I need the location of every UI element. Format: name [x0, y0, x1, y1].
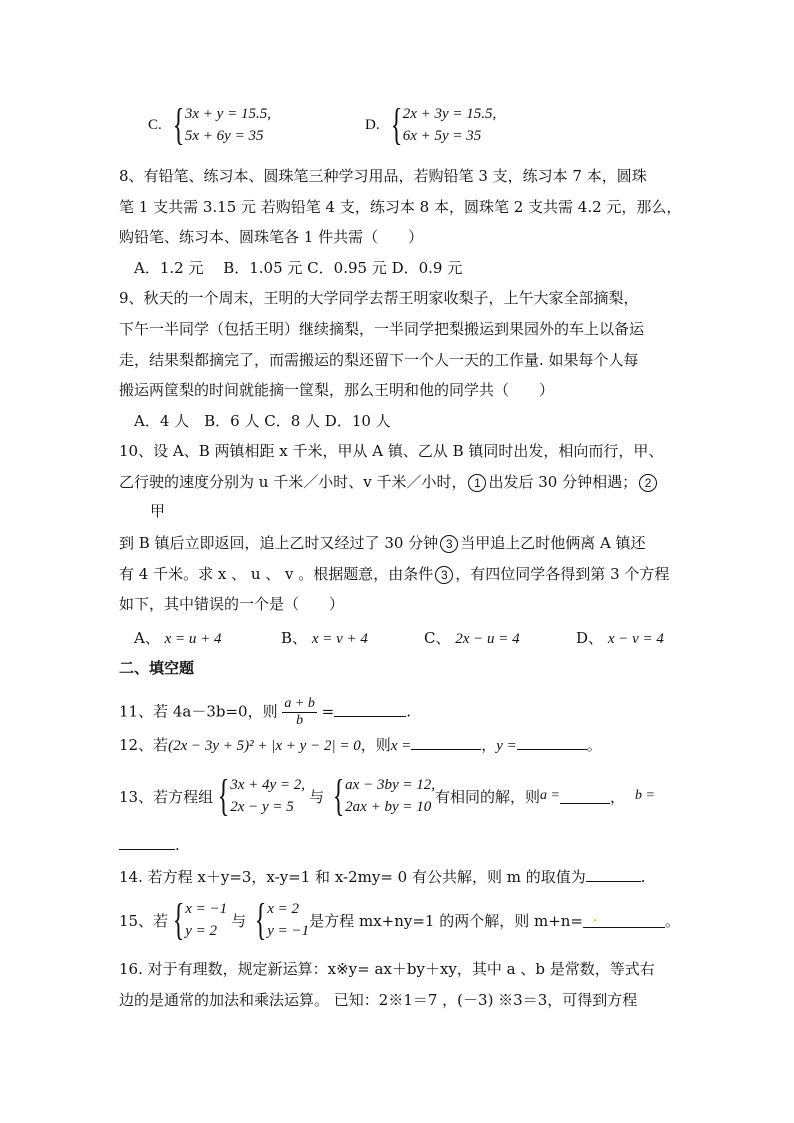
q10-line-3: 甲: [150, 502, 166, 520]
q7-option-d: [365, 100, 497, 149]
q10-line-5a: 有 4 千米。求 x 、 u 、 v 。根据题意，由条件: [119, 565, 434, 583]
q11-denominator: b: [296, 713, 304, 728]
q15-mid: 与: [231, 911, 247, 930]
brace-icon: {: [390, 100, 402, 149]
q15-s2-eq2: y = −1: [267, 923, 310, 939]
q13-line: [119, 771, 655, 820]
brace-icon: {: [217, 771, 230, 820]
q7-c-eq1: 3x + y = 15.5,: [184, 106, 271, 122]
circled-number-3: 3: [440, 535, 458, 553]
q10-line-1: 10、设 A、B 两镇相距 x 千米，甲从 A 镇、乙从 B 镇同时出发，相向而行，甲、: [119, 442, 664, 460]
q10-line-2b: 出发后 30 分钟相遇；: [488, 473, 638, 491]
q11-numerator: a + b: [284, 696, 315, 711]
q10-line-2: [119, 471, 659, 493]
q11-end: .: [406, 702, 411, 721]
q12-y-blank[interactable]: [517, 735, 587, 750]
q9-line-1: 9、秋天的一个周末，王明的大学同学去帮王明家收梨子，上午大家全部摘梨，: [119, 289, 639, 307]
brace-icon: {: [332, 771, 345, 820]
q9-line-2: 下午一半同学（包括王明）继续摘梨，一半同学把梨搬运到果园外的车上以备运: [119, 320, 645, 338]
q10-option-a: [134, 627, 222, 650]
q10-line-4: [119, 532, 646, 554]
q15-prefix: 15、若: [119, 911, 169, 930]
q16-line-1: 16. 对于有理数，规定新运算：x※y= ax＋by＋xy，其中 a 、b 是常数，等式右: [119, 960, 655, 978]
q12-end: 。: [586, 736, 602, 754]
q9-line-4: 搬运两筐梨的时间就能摘一筐梨，那么王明和他的同学共（ ）: [119, 381, 555, 399]
q12-prefix: 12、若: [119, 736, 169, 754]
q16-line-2: 边的是通常的加法和乘法运算。 已知：2※1＝7 ，(－3) ※3＝3，可得到方程: [119, 991, 638, 1009]
q15-orange-dot: .: [593, 908, 598, 925]
q12-mid1: ，则: [360, 736, 391, 754]
q14-answer-blank[interactable]: [586, 867, 641, 882]
q13-b-label: b =: [634, 788, 655, 803]
q11-line: [119, 696, 411, 729]
q13-mid2: 有相同的解，则: [434, 787, 540, 806]
q10-opt-b-label: B、: [281, 629, 308, 647]
q14-end: .: [640, 868, 646, 886]
q10-opt-a-eq: x = u + 4: [164, 631, 222, 647]
q10-line-4a: 到 B 镇后立即返回，追上乙时又经过了 30 分钟: [119, 534, 439, 552]
q8-options: A．1.2 元 B．1.05 元 C．0.95 元 D．0.9 元: [134, 259, 463, 277]
q13-b-blank[interactable]: [119, 835, 175, 850]
q7-c-label: C.: [148, 116, 162, 133]
q15-s1-eq1: x = −1: [185, 901, 228, 917]
q7-d-label: D.: [365, 116, 380, 133]
q10-opt-a-label: A、: [134, 629, 160, 647]
q15-system-2: [267, 898, 309, 942]
q12-mid2: ，: [481, 736, 497, 754]
q10-line-5: [119, 563, 669, 585]
q15-line: [119, 895, 681, 944]
q10-line-6: 如下，其中错误的一个是（ ）: [119, 595, 345, 613]
q7-d-system: [403, 103, 497, 147]
q13-a-label: a =: [540, 788, 560, 803]
brace-icon: {: [172, 895, 185, 944]
q13-s1-eq2: 2x − y = 5: [230, 799, 294, 815]
q13-mid: 与: [309, 787, 325, 806]
q10-opt-c-eq: 2x − u = 4: [455, 631, 520, 647]
q7-c-eq2: 5x + 6y = 35: [184, 128, 264, 144]
q14-line: [119, 866, 646, 888]
q11-answer-blank[interactable]: [334, 702, 406, 717]
q10-line-2a: 乙行驶的速度分别为 u 千米／小时、v 千米／小时，: [119, 473, 467, 491]
circled-number-1: 1: [468, 474, 486, 492]
q11-prefix: 11、若 4a－3b=0，则: [119, 702, 278, 721]
q13-s2-eq1: ax − 3by = 12,: [345, 777, 435, 793]
q12-x-label: x =: [390, 738, 412, 754]
q15-s2-eq1: x = 2: [267, 901, 300, 917]
q13-system-1: [230, 774, 305, 818]
circled-number-2: 2: [639, 474, 657, 492]
q10-opt-c-label: C、: [424, 629, 451, 647]
q10-line-5b: ，有四位同学各得到第 3 个方程: [455, 565, 670, 583]
q13-system-2: [345, 774, 435, 818]
q14-text: 14. 若方程 x＋y=3，x-y=1 和 x-2my= 0 有公共解，则 m 的取值为: [119, 868, 586, 886]
q10-opt-b-eq: x = v + 4: [311, 631, 368, 647]
q12-line: [119, 734, 602, 757]
q11-equals: =: [321, 702, 335, 721]
q7-c-system: [185, 103, 271, 147]
brace-icon: {: [172, 100, 185, 149]
q13-s2-eq2: 2ax + by = 10: [345, 799, 432, 815]
circled-number-3: 3: [435, 566, 453, 584]
q8-line-2: 笔 1 支共需 3.15 元 若购铅笔 4 支，练习本 8 本，圆珠笔 2 支共需 4.2 元，那么，: [119, 198, 682, 216]
q9-line-3: 走，结果梨都摘完了，而需搬运的梨还留下一个人一天的工作量. 如果每个人每: [119, 351, 639, 369]
q15-s1-eq2: y = 2: [185, 923, 217, 939]
q10-opt-d-label: D、: [576, 629, 604, 647]
q13-line-2: [119, 834, 180, 856]
q12-expression: (2x − 3y + 5)² + |x + y − 2| = 0: [168, 738, 361, 754]
q10-option-c: [424, 627, 520, 650]
brace-icon: {: [254, 895, 267, 944]
q15-answer-blank[interactable]: [583, 908, 665, 928]
q10-option-d: [576, 627, 664, 650]
q15-system-1: [185, 898, 227, 942]
q13-prefix: 13、若方程组: [119, 787, 214, 806]
q10-option-b: [281, 627, 368, 650]
q15-end: 。: [665, 911, 681, 930]
q11-fraction: [282, 696, 316, 729]
q13-s1-eq1: 3x + 4y = 2,: [230, 777, 306, 793]
q7-option-c: [148, 100, 271, 149]
q10-line-4b: 当甲追上乙时他俩离 A 镇还: [460, 534, 646, 552]
q9-options: A．4 人 B．6 人 C．8 人 D．10 人: [134, 412, 391, 430]
q8-line-3: 购铅笔、练习本、圆珠笔各 1 件共需（ ）: [119, 228, 424, 246]
q13-end: .: [175, 836, 180, 854]
q13-comma: ，: [609, 787, 625, 806]
q15-text: 是方程 mx+ny=1 的两个解，则 m+n=: [309, 911, 583, 930]
q13-a-blank[interactable]: [560, 789, 610, 804]
q8-line-1: 8、有铅笔、练习本、圆珠笔三种学习用品，若购铅笔 3 支，练习本 7 本，圆珠: [119, 167, 647, 185]
q12-x-blank[interactable]: [411, 735, 481, 750]
section-heading: 二、填空题: [119, 659, 195, 677]
q7-d-eq2: 6x + 5y = 35: [402, 128, 482, 144]
q7-d-eq1: 2x + 3y = 15.5,: [402, 106, 497, 122]
q12-y-label: y =: [496, 738, 517, 754]
q10-opt-d-eq: x − v = 4: [607, 631, 664, 647]
